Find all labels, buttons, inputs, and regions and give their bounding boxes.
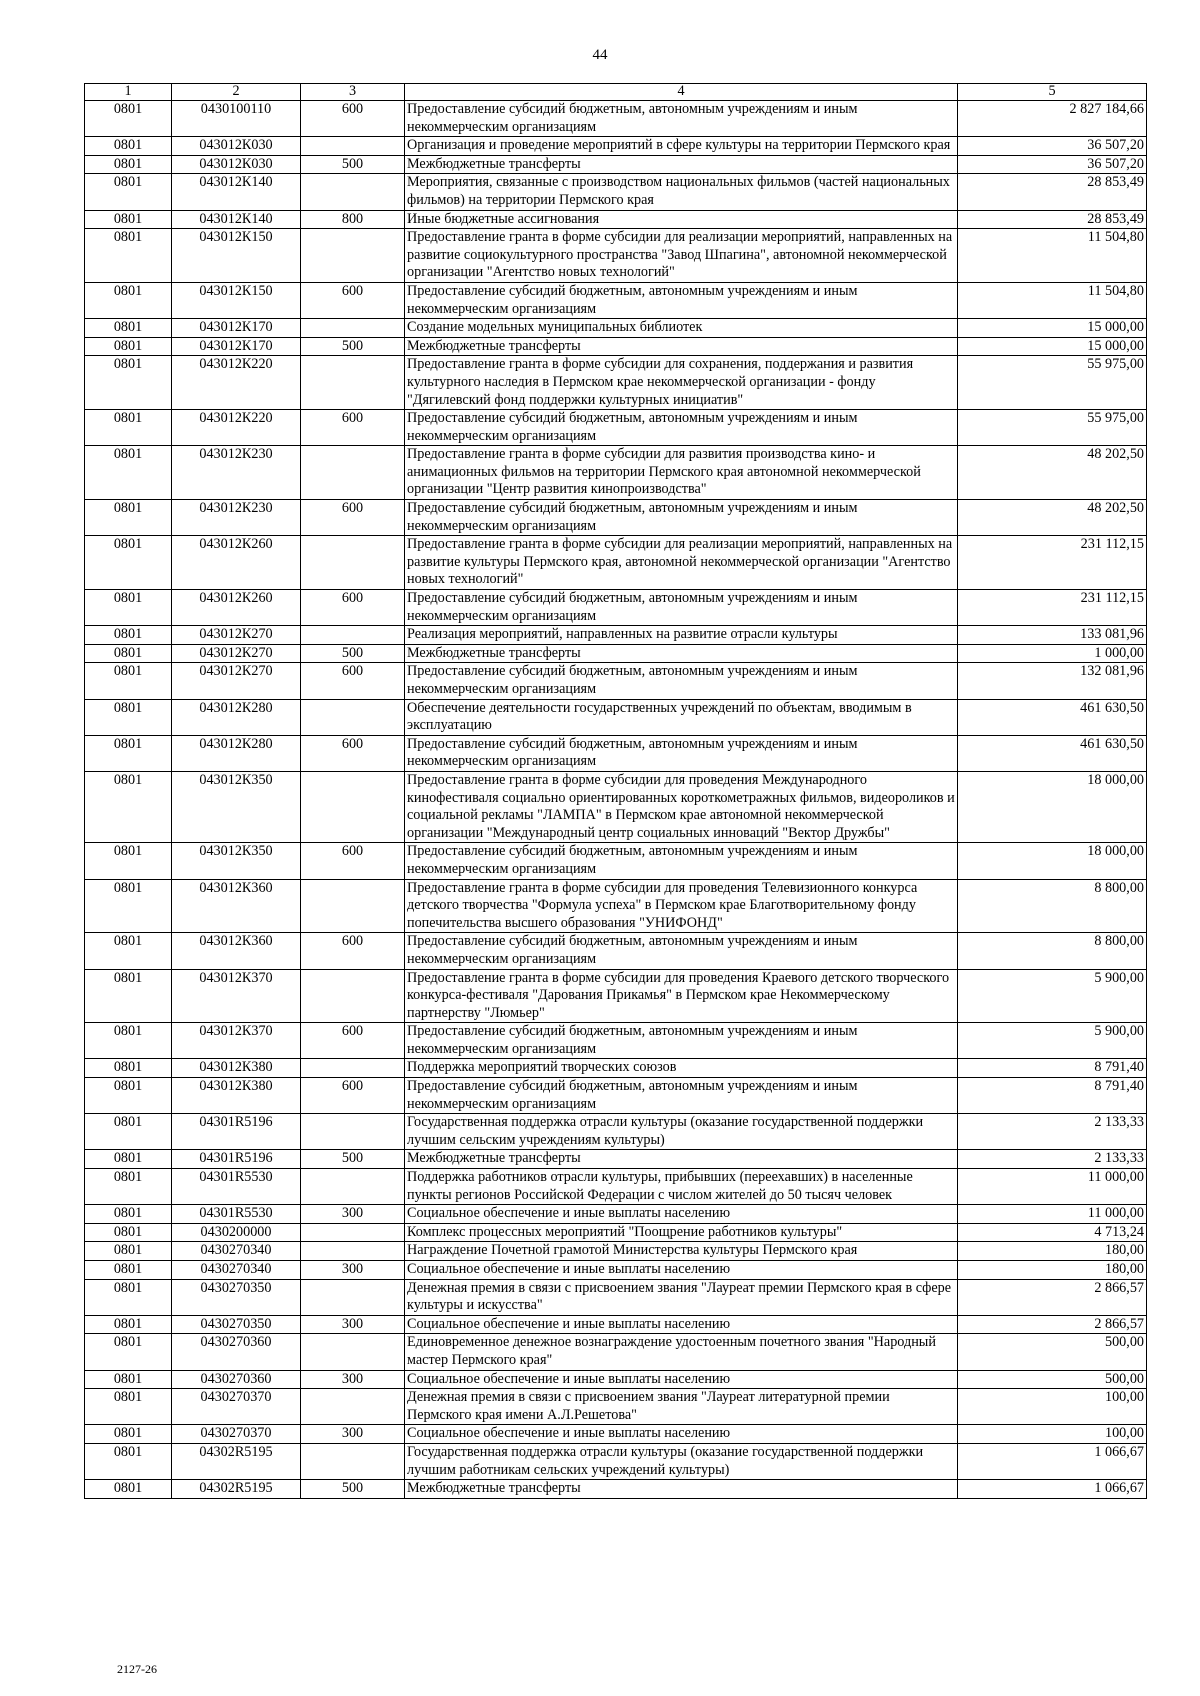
description-cell: Предоставление субсидий бюджетным, автономным учреждениям и иным некоммерческим организациям xyxy=(405,843,958,879)
section-code-cell: 0801 xyxy=(85,1150,172,1169)
description-cell: Иные бюджетные ассигнования xyxy=(405,210,958,229)
header-col-4: 4 xyxy=(405,84,958,101)
section-code-cell: 0801 xyxy=(85,735,172,771)
expense-type-code-cell xyxy=(301,1242,405,1261)
description-cell: Предоставление гранта в форме субсидии для реализации мероприятий, направленных на развитие культуры Пермского края, автономной некоммерческой организации "Агентство новых технологий" xyxy=(405,536,958,590)
description-cell: Предоставление субсидий бюджетным, автономным учреждениям и иным некоммерческим организациям xyxy=(405,933,958,969)
table-row xyxy=(85,337,1147,356)
description-cell: Социальное обеспечение и иные выплаты населению xyxy=(405,1370,958,1389)
amount-cell: 1 066,67 xyxy=(958,1443,1147,1479)
description-cell: Мероприятия, связанные с производством национальных фильмов (частей национальных фильмов) на территории Пермского края xyxy=(405,174,958,210)
amount-cell: 5 900,00 xyxy=(958,1023,1147,1059)
table-row xyxy=(85,319,1147,338)
section-code-cell: 0801 xyxy=(85,1389,172,1425)
description-cell: Предоставление субсидий бюджетным, автономным учреждениям и иным некоммерческим организациям xyxy=(405,282,958,318)
target-article-code-cell: 043012К170 xyxy=(172,337,301,356)
table-row xyxy=(85,1370,1147,1389)
target-article-code-cell: 043012К270 xyxy=(172,626,301,645)
section-code-cell: 0801 xyxy=(85,1370,172,1389)
target-article-code-cell: 043012К220 xyxy=(172,356,301,410)
section-code-cell: 0801 xyxy=(85,101,172,137)
description-cell: Поддержка мероприятий творческих союзов xyxy=(405,1059,958,1078)
description-cell: Организация и проведение мероприятий в сфере культуры на территории Пермского края xyxy=(405,137,958,156)
expense-type-code-cell xyxy=(301,446,405,500)
target-article-code-cell: 043012К230 xyxy=(172,446,301,500)
section-code-cell: 0801 xyxy=(85,500,172,536)
page-number: 44 xyxy=(592,47,608,63)
table-row xyxy=(85,1279,1147,1315)
description-cell: Предоставление субсидий бюджетным, автономным учреждениям и иным некоммерческим организациям xyxy=(405,500,958,536)
amount-cell: 2 133,33 xyxy=(958,1114,1147,1150)
expense-type-code-cell xyxy=(301,1114,405,1150)
description-cell: Предоставление гранта в форме субсидии для проведения Международного кинофестиваля социально ориентированных короткометражных фильмов, видеороликов и социальной рекламы "ЛАМПА" в Пермском крае автономной некоммерческой организации "Международный центр социальных инноваций "Вектор Дружбы" xyxy=(405,771,958,842)
expense-type-code-cell: 600 xyxy=(301,663,405,699)
description-cell: Предоставление субсидий бюджетным, автономным учреждениям и иным некоммерческим организациям xyxy=(405,1023,958,1059)
target-article-code-cell: 043012К270 xyxy=(172,663,301,699)
description-cell: Реализация мероприятий, направленных на развитие отрасли культуры xyxy=(405,626,958,645)
expense-type-code-cell xyxy=(301,1334,405,1370)
expense-type-code-cell xyxy=(301,879,405,933)
target-article-code-cell: 04301R5196 xyxy=(172,1114,301,1150)
target-article-code-cell: 043012К360 xyxy=(172,933,301,969)
description-cell: Денежная премия в связи с присвоением звания "Лауреат премии Пермского края в сфере культуры и искусства" xyxy=(405,1279,958,1315)
header-col-5: 5 xyxy=(958,84,1147,101)
table-row xyxy=(85,663,1147,699)
section-code-cell: 0801 xyxy=(85,536,172,590)
section-code-cell: 0801 xyxy=(85,446,172,500)
description-cell: Предоставление гранта в форме субсидии для проведения Телевизионного конкурса детского творчества "Формула успеха" в Пермском крае Благотворительному фонду попечительства высшего образования "УНИФОНД" xyxy=(405,879,958,933)
table-row xyxy=(85,1334,1147,1370)
table-row xyxy=(85,536,1147,590)
amount-cell: 2 866,57 xyxy=(958,1315,1147,1334)
expense-type-code-cell xyxy=(301,319,405,338)
amount-cell: 180,00 xyxy=(958,1261,1147,1280)
description-cell: Государственная поддержка отрасли культуры (оказание государственной поддержки лучшим работникам сельских учреждений культуры) xyxy=(405,1443,958,1479)
table-body xyxy=(85,101,1147,1499)
expense-type-code-cell: 500 xyxy=(301,644,405,663)
section-code-cell: 0801 xyxy=(85,663,172,699)
section-code-cell: 0801 xyxy=(85,319,172,338)
amount-cell: 500,00 xyxy=(958,1334,1147,1370)
description-cell: Предоставление гранта в форме субсидии для реализации мероприятий, направленных на развитие социокультурного пространства "Завод Шпагина", автономной некоммерческой организации "Агентство новых технологий" xyxy=(405,229,958,283)
table-row xyxy=(85,1261,1147,1280)
amount-cell: 500,00 xyxy=(958,1370,1147,1389)
section-code-cell: 0801 xyxy=(85,356,172,410)
table-row xyxy=(85,410,1147,446)
description-cell: Межбюджетные трансферты xyxy=(405,337,958,356)
header-col-2: 2 xyxy=(172,84,301,101)
amount-cell: 15 000,00 xyxy=(958,337,1147,356)
table-row xyxy=(85,626,1147,645)
target-article-code-cell: 0430270340 xyxy=(172,1261,301,1280)
expense-type-code-cell: 500 xyxy=(301,1480,405,1499)
budget-table xyxy=(84,83,1147,1499)
amount-cell: 55 975,00 xyxy=(958,356,1147,410)
description-cell: Награждение Почетной грамотой Министерства культуры Пермского края xyxy=(405,1242,958,1261)
target-article-code-cell: 043012К140 xyxy=(172,174,301,210)
description-cell: Предоставление субсидий бюджетным, автономным учреждениям и иным некоммерческим организациям xyxy=(405,410,958,446)
expense-type-code-cell: 500 xyxy=(301,1150,405,1169)
expense-type-code-cell xyxy=(301,969,405,1023)
table-row xyxy=(85,1205,1147,1224)
amount-cell: 132 081,96 xyxy=(958,663,1147,699)
description-cell: Предоставление субсидий бюджетным, автономным учреждениям и иным некоммерческим организациям xyxy=(405,1078,958,1114)
amount-cell: 36 507,20 xyxy=(958,137,1147,156)
section-code-cell: 0801 xyxy=(85,137,172,156)
expense-type-code-cell xyxy=(301,1389,405,1425)
amount-cell: 48 202,50 xyxy=(958,500,1147,536)
section-code-cell: 0801 xyxy=(85,699,172,735)
amount-cell: 2 133,33 xyxy=(958,1150,1147,1169)
expense-type-code-cell: 300 xyxy=(301,1370,405,1389)
amount-cell: 231 112,15 xyxy=(958,536,1147,590)
footer-code: 2127-26 xyxy=(117,1662,157,1676)
expense-type-code-cell: 600 xyxy=(301,590,405,626)
table-row xyxy=(85,735,1147,771)
target-article-code-cell: 0430100110 xyxy=(172,101,301,137)
table-row xyxy=(85,210,1147,229)
header-col-1: 1 xyxy=(85,84,172,101)
section-code-cell: 0801 xyxy=(85,1443,172,1479)
section-code-cell: 0801 xyxy=(85,1223,172,1242)
table-row xyxy=(85,1169,1147,1205)
section-code-cell: 0801 xyxy=(85,155,172,174)
expense-type-code-cell xyxy=(301,1279,405,1315)
section-code-cell: 0801 xyxy=(85,1261,172,1280)
amount-cell: 11 504,80 xyxy=(958,282,1147,318)
target-article-code-cell: 0430270370 xyxy=(172,1425,301,1444)
table-row xyxy=(85,843,1147,879)
amount-cell: 48 202,50 xyxy=(958,446,1147,500)
expense-type-code-cell: 600 xyxy=(301,1023,405,1059)
target-article-code-cell: 04301R5530 xyxy=(172,1205,301,1224)
amount-cell: 55 975,00 xyxy=(958,410,1147,446)
expense-type-code-cell: 500 xyxy=(301,337,405,356)
table-row xyxy=(85,1315,1147,1334)
description-cell: Социальное обеспечение и иные выплаты населению xyxy=(405,1425,958,1444)
table-row xyxy=(85,879,1147,933)
description-cell: Предоставление субсидий бюджетным, автономным учреждениям и иным некоммерческим организациям xyxy=(405,735,958,771)
section-code-cell: 0801 xyxy=(85,969,172,1023)
description-cell: Межбюджетные трансферты xyxy=(405,155,958,174)
amount-cell: 36 507,20 xyxy=(958,155,1147,174)
expense-type-code-cell: 600 xyxy=(301,1078,405,1114)
target-article-code-cell: 043012К380 xyxy=(172,1059,301,1078)
section-code-cell: 0801 xyxy=(85,1242,172,1261)
target-article-code-cell: 043012К140 xyxy=(172,210,301,229)
amount-cell: 11 504,80 xyxy=(958,229,1147,283)
target-article-code-cell: 04302R5195 xyxy=(172,1443,301,1479)
amount-cell: 4 713,24 xyxy=(958,1223,1147,1242)
section-code-cell: 0801 xyxy=(85,626,172,645)
target-article-code-cell: 0430270360 xyxy=(172,1334,301,1370)
amount-cell: 8 800,00 xyxy=(958,879,1147,933)
description-cell: Социальное обеспечение и иные выплаты населению xyxy=(405,1205,958,1224)
amount-cell: 231 112,15 xyxy=(958,590,1147,626)
description-cell: Комплекс процессных мероприятий "Поощрение работников культуры" xyxy=(405,1223,958,1242)
expense-type-code-cell: 600 xyxy=(301,101,405,137)
table-row xyxy=(85,1114,1147,1150)
target-article-code-cell: 043012К350 xyxy=(172,843,301,879)
target-article-code-cell: 043012К150 xyxy=(172,229,301,283)
description-cell: Государственная поддержка отрасли культуры (оказание государственной поддержки лучшим сельским учреждениям культуры) xyxy=(405,1114,958,1150)
expense-type-code-cell: 300 xyxy=(301,1205,405,1224)
target-article-code-cell: 04301R5530 xyxy=(172,1169,301,1205)
section-code-cell: 0801 xyxy=(85,1425,172,1444)
target-article-code-cell: 0430270340 xyxy=(172,1242,301,1261)
table-row xyxy=(85,101,1147,137)
description-cell: Предоставление гранта в форме субсидии для проведения Краевого детского творческого конкурса-фестиваля "Дарования Прикамья" в Пермском крае Некоммерческому партнерству "Люмьер" xyxy=(405,969,958,1023)
table-row xyxy=(85,933,1147,969)
amount-cell: 180,00 xyxy=(958,1242,1147,1261)
table-row xyxy=(85,174,1147,210)
amount-cell: 461 630,50 xyxy=(958,699,1147,735)
amount-cell: 11 000,00 xyxy=(958,1205,1147,1224)
expense-type-code-cell: 300 xyxy=(301,1315,405,1334)
expense-type-code-cell: 600 xyxy=(301,843,405,879)
expense-type-code-cell xyxy=(301,137,405,156)
description-cell: Предоставление субсидий бюджетным, автономным учреждениям и иным некоммерческим организациям xyxy=(405,101,958,137)
amount-cell: 1 066,67 xyxy=(958,1480,1147,1499)
section-code-cell: 0801 xyxy=(85,1169,172,1205)
target-article-code-cell: 0430270350 xyxy=(172,1315,301,1334)
description-cell: Социальное обеспечение и иные выплаты населению xyxy=(405,1261,958,1280)
section-code-cell: 0801 xyxy=(85,229,172,283)
target-article-code-cell: 04301R5196 xyxy=(172,1150,301,1169)
amount-cell: 5 900,00 xyxy=(958,969,1147,1023)
target-article-code-cell: 043012К350 xyxy=(172,771,301,842)
section-code-cell: 0801 xyxy=(85,410,172,446)
expense-type-code-cell xyxy=(301,771,405,842)
target-article-code-cell: 043012К370 xyxy=(172,1023,301,1059)
section-code-cell: 0801 xyxy=(85,771,172,842)
target-article-code-cell: 0430200000 xyxy=(172,1223,301,1242)
amount-cell: 8 791,40 xyxy=(958,1078,1147,1114)
expense-type-code-cell xyxy=(301,1059,405,1078)
description-cell: Межбюджетные трансферты xyxy=(405,1480,958,1499)
table-row xyxy=(85,1023,1147,1059)
expense-type-code-cell xyxy=(301,1169,405,1205)
table-row xyxy=(85,229,1147,283)
target-article-code-cell: 043012К150 xyxy=(172,282,301,318)
description-cell: Обеспечение деятельности государственных учреждений по объектам, вводимым в эксплуатацию xyxy=(405,699,958,735)
section-code-cell: 0801 xyxy=(85,933,172,969)
amount-cell: 1 000,00 xyxy=(958,644,1147,663)
description-cell: Предоставление гранта в форме субсидии для развития производства кино- и анимационных фильмов на территории Пермского края автономной некоммерческой организации "Центр развития кинопроизводства" xyxy=(405,446,958,500)
amount-cell: 18 000,00 xyxy=(958,843,1147,879)
section-code-cell: 0801 xyxy=(85,590,172,626)
description-cell: Предоставление гранта в форме субсидии для сохранения, поддержания и развития культурного наследия в Пермском крае некоммерческой организации - фонду "Дягилевский фонд поддержки культурных инициатив" xyxy=(405,356,958,410)
expense-type-code-cell: 500 xyxy=(301,155,405,174)
section-code-cell: 0801 xyxy=(85,1114,172,1150)
table-row xyxy=(85,1389,1147,1425)
description-cell: Поддержка работников отрасли культуры, прибывших (переехавших) в населенные пункты регионов Российской Федерации с числом жителей до 50 тысяч человек xyxy=(405,1169,958,1205)
target-article-code-cell: 043012К230 xyxy=(172,500,301,536)
target-article-code-cell: 0430270360 xyxy=(172,1370,301,1389)
table-row xyxy=(85,590,1147,626)
section-code-cell: 0801 xyxy=(85,337,172,356)
section-code-cell: 0801 xyxy=(85,843,172,879)
amount-cell: 2 827 184,66 xyxy=(958,101,1147,137)
amount-cell: 2 866,57 xyxy=(958,1279,1147,1315)
expense-type-code-cell: 300 xyxy=(301,1261,405,1280)
table-row xyxy=(85,1059,1147,1078)
amount-cell: 15 000,00 xyxy=(958,319,1147,338)
expense-type-code-cell xyxy=(301,1443,405,1479)
target-article-code-cell: 0430270350 xyxy=(172,1279,301,1315)
section-code-cell: 0801 xyxy=(85,210,172,229)
section-code-cell: 0801 xyxy=(85,644,172,663)
target-article-code-cell: 043012К030 xyxy=(172,137,301,156)
header-col-3: 3 xyxy=(301,84,405,101)
expense-type-code-cell: 600 xyxy=(301,500,405,536)
table-row xyxy=(85,1425,1147,1444)
table-row xyxy=(85,644,1147,663)
table-row xyxy=(85,155,1147,174)
section-code-cell: 0801 xyxy=(85,1078,172,1114)
target-article-code-cell: 043012К260 xyxy=(172,590,301,626)
expense-type-code-cell: 600 xyxy=(301,933,405,969)
target-article-code-cell: 04302R5195 xyxy=(172,1480,301,1499)
target-article-code-cell: 043012К280 xyxy=(172,699,301,735)
description-cell: Межбюджетные трансферты xyxy=(405,644,958,663)
table-row xyxy=(85,1150,1147,1169)
section-code-cell: 0801 xyxy=(85,1023,172,1059)
table-row xyxy=(85,446,1147,500)
table-row xyxy=(85,282,1147,318)
amount-cell: 100,00 xyxy=(958,1389,1147,1425)
target-article-code-cell: 043012К280 xyxy=(172,735,301,771)
section-code-cell: 0801 xyxy=(85,174,172,210)
table-row xyxy=(85,1078,1147,1114)
table-row xyxy=(85,500,1147,536)
amount-cell: 18 000,00 xyxy=(958,771,1147,842)
table-row xyxy=(85,1443,1147,1479)
expense-type-code-cell: 600 xyxy=(301,410,405,446)
section-code-cell: 0801 xyxy=(85,1205,172,1224)
section-code-cell: 0801 xyxy=(85,1279,172,1315)
description-cell: Социальное обеспечение и иные выплаты населению xyxy=(405,1315,958,1334)
table-row xyxy=(85,137,1147,156)
description-cell: Предоставление субсидий бюджетным, автономным учреждениям и иным некоммерческим организациям xyxy=(405,663,958,699)
target-article-code-cell: 043012К380 xyxy=(172,1078,301,1114)
section-code-cell: 0801 xyxy=(85,1334,172,1370)
description-cell: Предоставление субсидий бюджетным, автономным учреждениям и иным некоммерческим организациям xyxy=(405,590,958,626)
target-article-code-cell: 043012К220 xyxy=(172,410,301,446)
amount-cell: 11 000,00 xyxy=(958,1169,1147,1205)
amount-cell: 133 081,96 xyxy=(958,626,1147,645)
expense-type-code-cell xyxy=(301,229,405,283)
target-article-code-cell: 043012К370 xyxy=(172,969,301,1023)
target-article-code-cell: 043012К170 xyxy=(172,319,301,338)
table-row xyxy=(85,1223,1147,1242)
table-row xyxy=(85,1480,1147,1499)
target-article-code-cell: 0430270370 xyxy=(172,1389,301,1425)
expense-type-code-cell: 600 xyxy=(301,735,405,771)
target-article-code-cell: 043012К260 xyxy=(172,536,301,590)
expense-type-code-cell xyxy=(301,699,405,735)
expense-type-code-cell xyxy=(301,536,405,590)
table-row xyxy=(85,969,1147,1023)
target-article-code-cell: 043012К270 xyxy=(172,644,301,663)
table-row xyxy=(85,771,1147,842)
expense-type-code-cell: 600 xyxy=(301,282,405,318)
expense-type-code-cell xyxy=(301,356,405,410)
amount-cell: 8 791,40 xyxy=(958,1059,1147,1078)
expense-type-code-cell xyxy=(301,1223,405,1242)
table-header-row xyxy=(85,84,1147,101)
section-code-cell: 0801 xyxy=(85,1059,172,1078)
amount-cell: 28 853,49 xyxy=(958,174,1147,210)
expense-type-code-cell xyxy=(301,174,405,210)
amount-cell: 461 630,50 xyxy=(958,735,1147,771)
section-code-cell: 0801 xyxy=(85,1480,172,1499)
amount-cell: 8 800,00 xyxy=(958,933,1147,969)
table-row xyxy=(85,356,1147,410)
expense-type-code-cell: 800 xyxy=(301,210,405,229)
description-cell: Единовременное денежное вознаграждение удостоенным почетного звания "Народный мастер Пермского края" xyxy=(405,1334,958,1370)
amount-cell: 28 853,49 xyxy=(958,210,1147,229)
expense-type-code-cell xyxy=(301,626,405,645)
section-code-cell: 0801 xyxy=(85,282,172,318)
amount-cell: 100,00 xyxy=(958,1425,1147,1444)
table-row xyxy=(85,699,1147,735)
description-cell: Межбюджетные трансферты xyxy=(405,1150,958,1169)
description-cell: Денежная премия в связи с присвоением звания "Лауреат литературной премии Пермского края имени А.Л.Решетова" xyxy=(405,1389,958,1425)
expense-type-code-cell: 300 xyxy=(301,1425,405,1444)
target-article-code-cell: 043012К030 xyxy=(172,155,301,174)
table-row xyxy=(85,1242,1147,1261)
section-code-cell: 0801 xyxy=(85,879,172,933)
target-article-code-cell: 043012К360 xyxy=(172,879,301,933)
description-cell: Создание модельных муниципальных библиотек xyxy=(405,319,958,338)
section-code-cell: 0801 xyxy=(85,1315,172,1334)
